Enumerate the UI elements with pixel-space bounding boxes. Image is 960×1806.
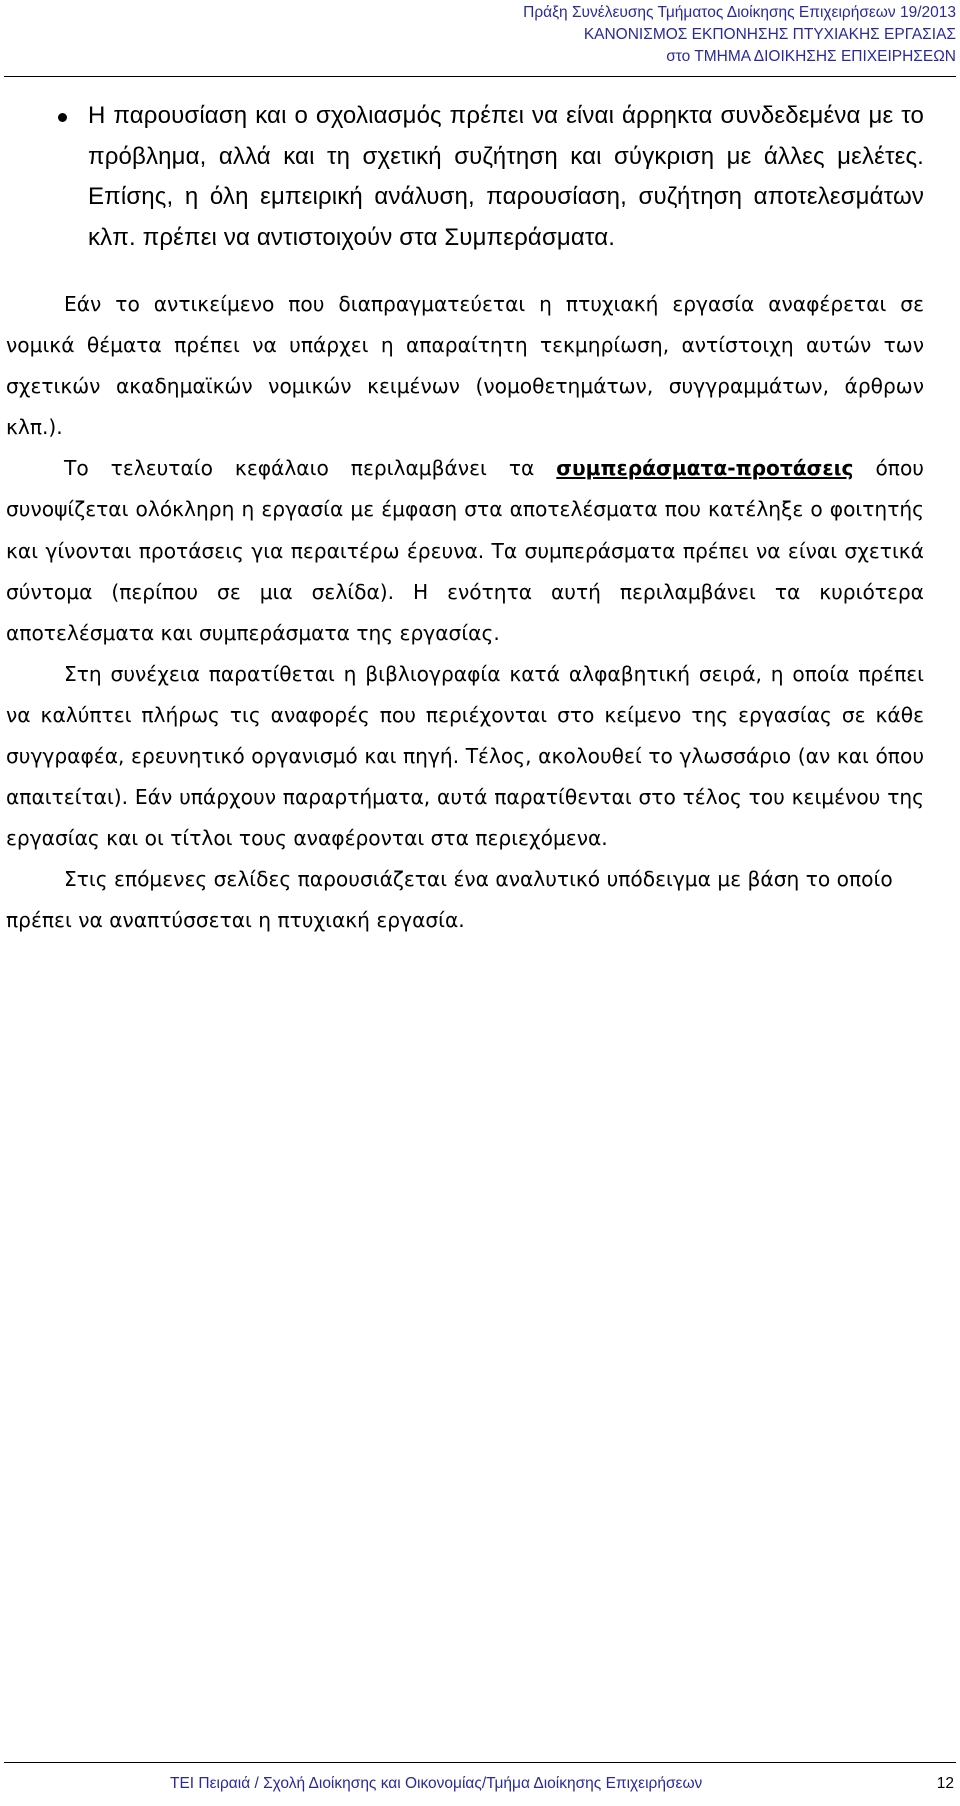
footer-divider xyxy=(4,1762,956,1763)
paragraph-legal-topics: Εάν το αντικείμενο που διαπραγματεύεται η πτυχιακή εργασία αναφέρεται σε νομικά θέματα πρέπει να υπάρχει η απαραίτητη τεκμηρίωση, αντίστοιχη αυτών των σχετικών ακαδημαϊκών νομικών κειμένων (νομοθετημάτων, συγγραμμάτων, άρθρων κλπ.). xyxy=(6,292,924,440)
header-line-decision: Πράξη Συνέλευσης Τμήματος Διοίκησης Επιχειρήσεων 19/2013 xyxy=(523,4,956,21)
page-body xyxy=(6,96,924,942)
header-divider xyxy=(4,76,956,77)
page-header xyxy=(523,2,956,68)
header-line-regulation: ΚΑΝΟΝΙΣΜΟΣ ΕΚΠΟΝΗΣΗΣ ΠΤΥΧΙΑΚΗΣ ΕΡΓΑΣΙΑΣ xyxy=(583,26,956,43)
emphasis-conclusions-proposals: συμπεράσματα-προτάσεις xyxy=(556,456,854,481)
bullet-item xyxy=(6,96,924,258)
paragraph-conclusions xyxy=(6,448,924,653)
paragraph-bibliography: Στη συνέχεια παρατίθεται η βιβλιογραφία κατά αλφαβητική σειρά, η οποία πρέπει να καλύπτει πλήρως τις αναφορές που περιέχονται στο κείμενο της εργασίας σε κάθε συγγραφέα, ερευνητικό οργανισμό και πηγή. Τέλος, ακολουθεί το γλωσσάριο (αν και όπου απαιτείται). Εάν υπάρχουν παραρτήματα, αυτά παρατίθενται στο τέλος του κειμένου της εργασίας και οι τίτλοι τους αναφέρονται στα περιεχόμενα. xyxy=(6,661,924,851)
paragraph-conclusions-rest: όπου συνοψίζεται ολόκληρη η εργασία με έμφαση στα αποτελέσματα που κατέληξε ο φοιτητής και γίνονται προτάσεις για περαιτέρω έρευνα. Τα συμπεράσματα πρέπει να είναι σχετικά σύντομα (περίπου σε μια σελίδα). Η ενότητα αυτή περιλαμβάνει τα κυριότερα αποτελέσματα και συμπεράσματα της εργασίας. xyxy=(6,456,924,645)
bullet-dot-icon xyxy=(58,113,67,122)
paragraph-template-intro: Στις επόμενες σελίδες παρουσιάζεται ένα αναλυτικό υπόδειγμα με βάση το οποίο πρέπει να αναπτύσσεται η πτυχιακή εργασία. xyxy=(6,867,893,933)
bullet-text: Η παρουσίαση και ο σχολιασμός πρέπει να είναι άρρηκτα συνδεδεμένα με το πρόβλημα, αλλά και τη σχετική συζήτηση και σύγκριση με άλλες μελέτες. Επίσης, η όλη εμπειρική ανάλυση, παρουσίαση, συζήτηση αποτελεσμάτων κλπ. πρέπει να αντιστοιχούν στα Συμπεράσματα. xyxy=(88,102,924,251)
page-footer: ΤΕΙ Πειραιά / Σχολή Διοίκησης και Οικονομίας/Τμήμα Διοίκησης Επιχειρήσεων xyxy=(170,1775,703,1792)
paragraph-conclusions-intro: Το τελευταίο κεφάλαιο περιλαμβάνει τα xyxy=(64,456,557,481)
page-number: 12 xyxy=(936,1775,954,1792)
header-line-department: στο ΤΜΗΜΑ ΔΙΟΙΚΗΣΗΣ ΕΠΙΧΕΙΡΗΣΕΩΝ xyxy=(666,48,956,65)
